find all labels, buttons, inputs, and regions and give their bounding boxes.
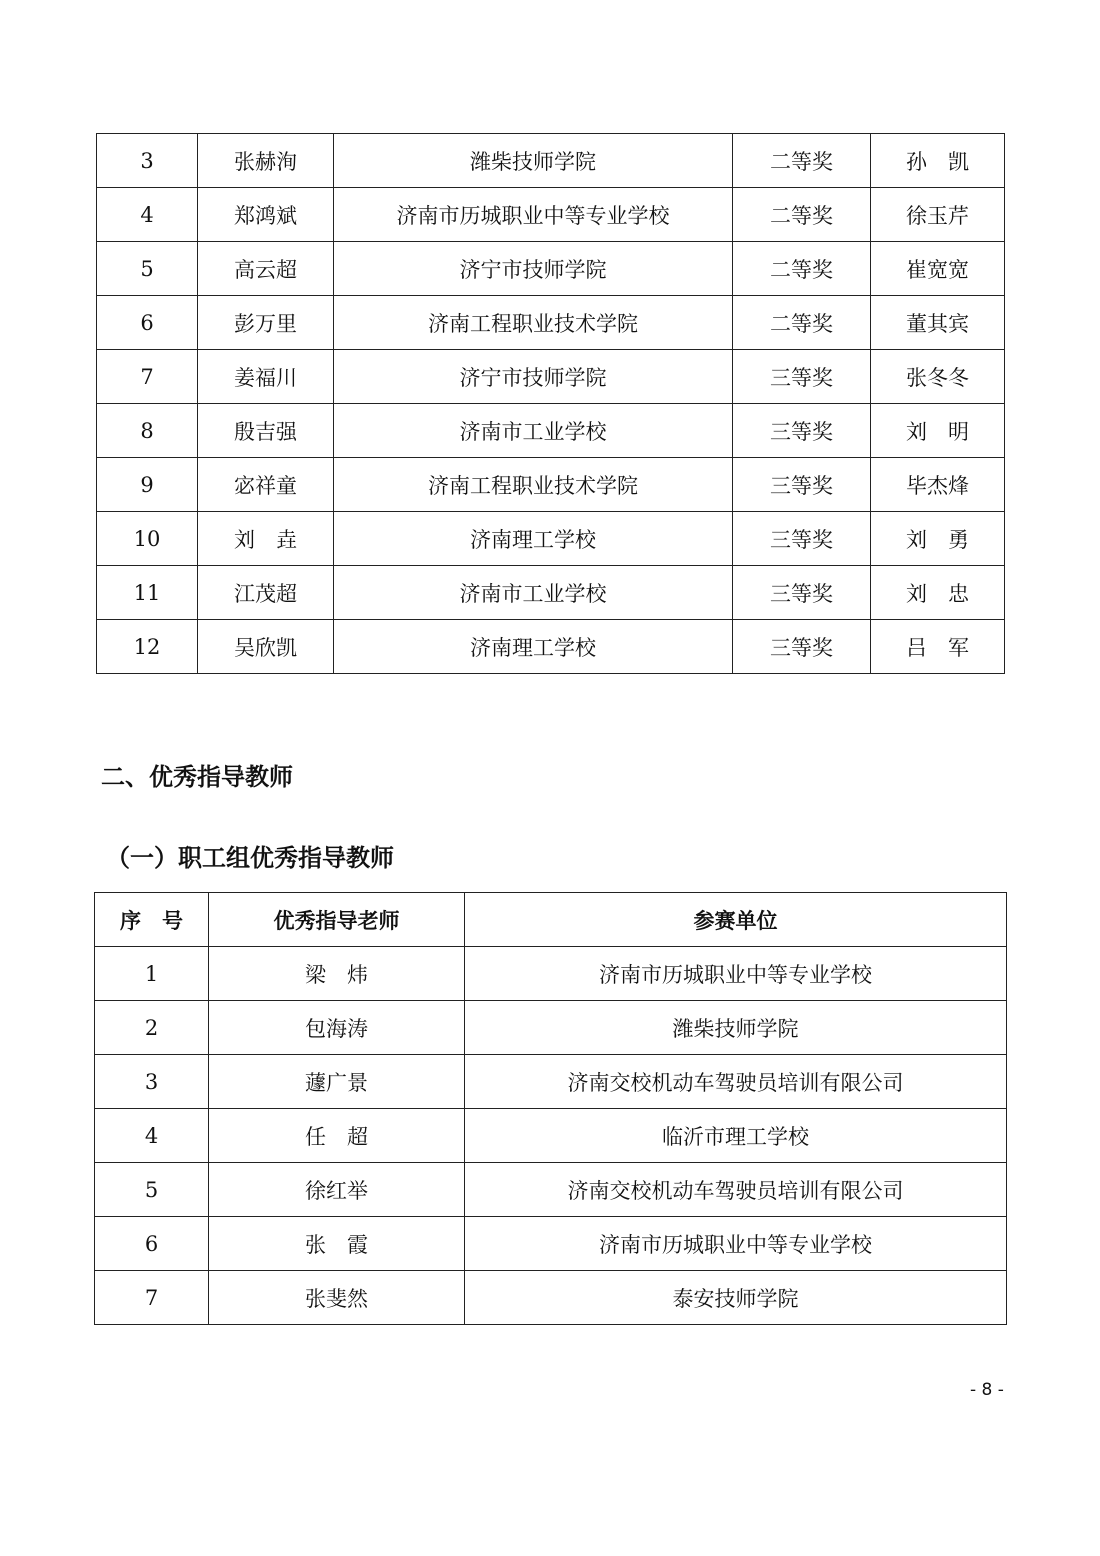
cell-teacher: 董其宾 bbox=[871, 296, 1005, 350]
cell-name: 高云超 bbox=[198, 242, 334, 296]
table-row bbox=[97, 242, 1005, 296]
table-row bbox=[95, 1217, 1007, 1271]
cell-no: 8 bbox=[97, 404, 198, 458]
cell-unit: 济宁市技师学院 bbox=[334, 350, 733, 404]
cell-unit: 济南工程职业技术学院 bbox=[334, 458, 733, 512]
table-row bbox=[97, 350, 1005, 404]
cell-name: 张赫洵 bbox=[198, 134, 334, 188]
cell-teacher: 孙 凯 bbox=[871, 134, 1005, 188]
cell-name: 刘 垚 bbox=[198, 512, 334, 566]
cell-teacher: 刘 明 bbox=[871, 404, 1005, 458]
cell-unit: 济南市历城职业中等专业学校 bbox=[465, 1217, 1007, 1271]
cell-unit: 济南市历城职业中等专业学校 bbox=[465, 947, 1007, 1001]
cell-award: 三等奖 bbox=[733, 566, 871, 620]
cell-no: 3 bbox=[95, 1055, 209, 1109]
cell-award: 二等奖 bbox=[733, 188, 871, 242]
cell-unit: 临沂市理工学校 bbox=[465, 1109, 1007, 1163]
header-unit: 参赛单位 bbox=[465, 893, 1007, 947]
cell-no: 12 bbox=[97, 620, 198, 674]
table-row bbox=[97, 296, 1005, 350]
cell-award: 三等奖 bbox=[733, 350, 871, 404]
table-row bbox=[95, 947, 1007, 1001]
cell-teacher: 张斐然 bbox=[209, 1271, 465, 1325]
page-number: - 8 - bbox=[970, 1380, 1004, 1400]
teachers-table-body bbox=[95, 947, 1007, 1325]
cell-teacher: 梁 炜 bbox=[209, 947, 465, 1001]
cell-no: 5 bbox=[97, 242, 198, 296]
cell-name: 宓祥童 bbox=[198, 458, 334, 512]
cell-no: 10 bbox=[97, 512, 198, 566]
cell-teacher: 崔宽宽 bbox=[871, 242, 1005, 296]
cell-name: 殷吉强 bbox=[198, 404, 334, 458]
cell-name: 郑鸿斌 bbox=[198, 188, 334, 242]
cell-no: 4 bbox=[95, 1109, 209, 1163]
cell-no: 2 bbox=[95, 1001, 209, 1055]
awards-table bbox=[96, 133, 1005, 674]
cell-award: 二等奖 bbox=[733, 242, 871, 296]
cell-no: 4 bbox=[97, 188, 198, 242]
table-row bbox=[95, 1001, 1007, 1055]
cell-name: 姜福川 bbox=[198, 350, 334, 404]
cell-no: 11 bbox=[97, 566, 198, 620]
awards-table-body bbox=[97, 134, 1005, 674]
cell-award: 三等奖 bbox=[733, 512, 871, 566]
cell-teacher: 任 超 bbox=[209, 1109, 465, 1163]
cell-no: 6 bbox=[95, 1217, 209, 1271]
cell-award: 三等奖 bbox=[733, 404, 871, 458]
cell-unit: 济南市历城职业中等专业学校 bbox=[334, 188, 733, 242]
table-row bbox=[97, 512, 1005, 566]
table-row bbox=[95, 1163, 1007, 1217]
table-row bbox=[95, 1109, 1007, 1163]
cell-teacher: 毕杰烽 bbox=[871, 458, 1005, 512]
header-row bbox=[95, 893, 1007, 947]
cell-teacher: 蘧广景 bbox=[209, 1055, 465, 1109]
cell-unit: 济南市工业学校 bbox=[334, 566, 733, 620]
cell-unit: 济南市工业学校 bbox=[334, 404, 733, 458]
cell-no: 9 bbox=[97, 458, 198, 512]
cell-unit: 潍柴技师学院 bbox=[334, 134, 733, 188]
header-no: 序 号 bbox=[95, 893, 209, 947]
cell-award: 三等奖 bbox=[733, 620, 871, 674]
cell-no: 6 bbox=[97, 296, 198, 350]
subsection-heading: （一）职工组优秀指导教师 bbox=[106, 844, 394, 872]
table-row bbox=[95, 1271, 1007, 1325]
cell-teacher: 徐红举 bbox=[209, 1163, 465, 1217]
cell-unit: 济南理工学校 bbox=[334, 620, 733, 674]
cell-teacher: 徐玉芹 bbox=[871, 188, 1005, 242]
table-row bbox=[97, 566, 1005, 620]
cell-award: 二等奖 bbox=[733, 296, 871, 350]
teachers-table bbox=[94, 892, 1007, 1325]
teachers-table-header bbox=[95, 893, 1007, 947]
cell-unit: 济南交校机动车驾驶员培训有限公司 bbox=[465, 1055, 1007, 1109]
cell-teacher: 吕 军 bbox=[871, 620, 1005, 674]
cell-teacher: 刘 忠 bbox=[871, 566, 1005, 620]
cell-unit: 潍柴技师学院 bbox=[465, 1001, 1007, 1055]
cell-no: 7 bbox=[97, 350, 198, 404]
cell-unit: 济南理工学校 bbox=[334, 512, 733, 566]
cell-unit: 济宁市技师学院 bbox=[334, 242, 733, 296]
cell-teacher: 张 霞 bbox=[209, 1217, 465, 1271]
cell-award: 二等奖 bbox=[733, 134, 871, 188]
cell-unit: 济南交校机动车驾驶员培训有限公司 bbox=[465, 1163, 1007, 1217]
cell-teacher: 包海涛 bbox=[209, 1001, 465, 1055]
cell-teacher: 刘 勇 bbox=[871, 512, 1005, 566]
section-heading: 二、优秀指导教师 bbox=[101, 763, 293, 791]
table-row bbox=[97, 620, 1005, 674]
cell-award: 三等奖 bbox=[733, 458, 871, 512]
header-teacher: 优秀指导老师 bbox=[209, 893, 465, 947]
cell-no: 5 bbox=[95, 1163, 209, 1217]
cell-name: 彭万里 bbox=[198, 296, 334, 350]
cell-no: 7 bbox=[95, 1271, 209, 1325]
cell-no: 3 bbox=[97, 134, 198, 188]
table-row bbox=[97, 404, 1005, 458]
cell-teacher: 张冬冬 bbox=[871, 350, 1005, 404]
cell-unit: 济南工程职业技术学院 bbox=[334, 296, 733, 350]
cell-name: 江茂超 bbox=[198, 566, 334, 620]
table-row bbox=[97, 458, 1005, 512]
table-row bbox=[97, 188, 1005, 242]
table-row bbox=[97, 134, 1005, 188]
table-row bbox=[95, 1055, 1007, 1109]
cell-name: 吴欣凯 bbox=[198, 620, 334, 674]
cell-no: 1 bbox=[95, 947, 209, 1001]
cell-unit: 泰安技师学院 bbox=[465, 1271, 1007, 1325]
